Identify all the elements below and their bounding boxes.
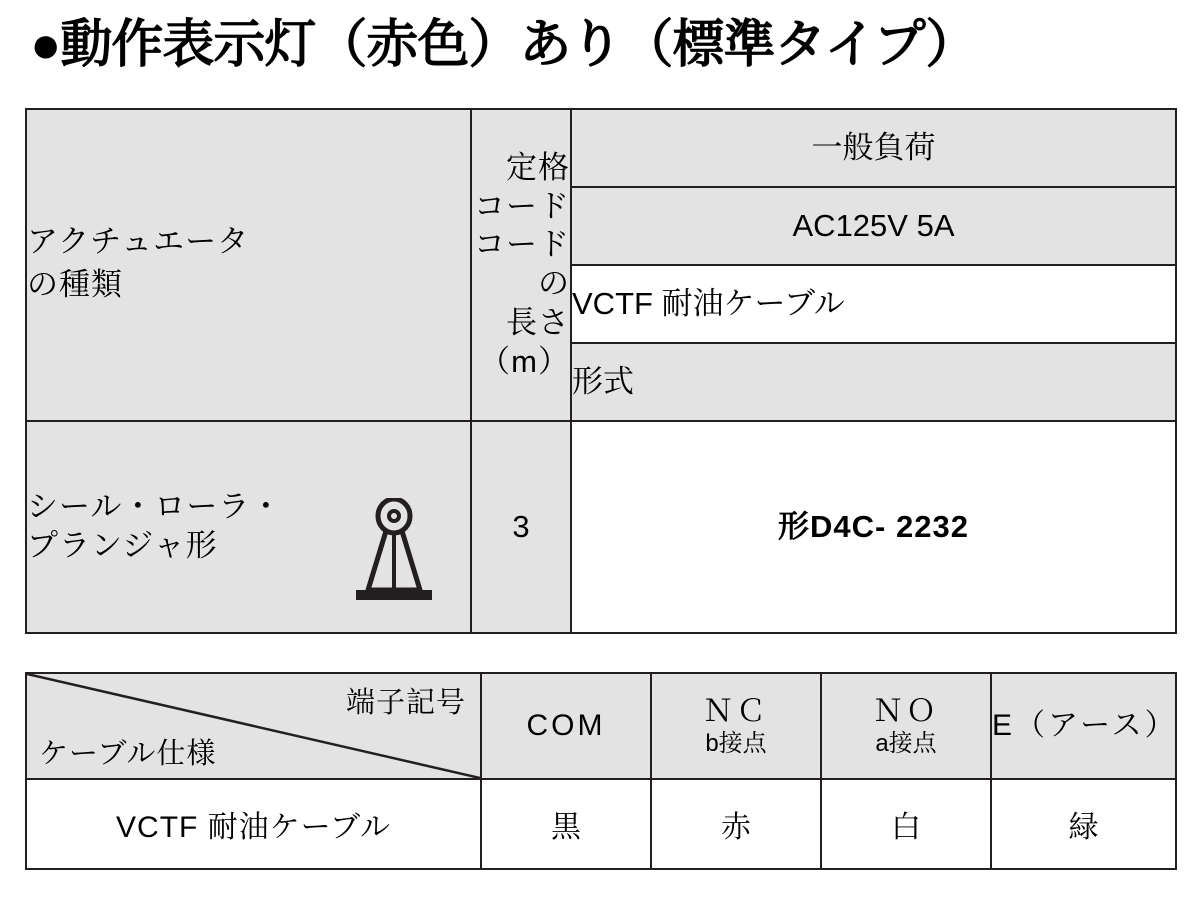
header-cell-terminal-nc (651, 673, 821, 779)
header-rating-line1: 定格 (506, 149, 570, 185)
header-actuator-line1: アクチュエータ (27, 223, 250, 259)
terminal-sub-nc: b接点 (705, 729, 767, 757)
cell-color-nc: 赤 (651, 779, 821, 869)
header-cell-cord-length (471, 109, 571, 421)
cell-cord-length-value: 3 (471, 421, 571, 633)
cell-color-no: 白 (821, 779, 991, 869)
table-row-cable-colors (26, 779, 1176, 869)
header-rating-line2: コード (474, 188, 570, 224)
terminal-sub-no: a接点 (875, 729, 937, 757)
terminal-name-nc: ＮＣ (703, 695, 769, 729)
table-row-general-load (26, 109, 1176, 187)
header-rating-line3: コードの (474, 227, 570, 301)
cell-form-label: 形式 (571, 343, 1176, 421)
cell-color-com: 黒 (481, 779, 651, 869)
header-cell-diagonal-split (26, 673, 481, 779)
cell-voltage-rating: AC125V 5A (571, 187, 1176, 265)
label-terminal-symbol: 端子記号 (345, 687, 466, 719)
header-cell-actuator-and-rating (26, 109, 471, 421)
header-cell-terminal-no (821, 673, 991, 779)
roller-plunger-icon (348, 498, 440, 606)
header-rating-line4: 長さ（m） (479, 304, 570, 379)
cell-cable-type: VCTF 耐油ケーブル (571, 265, 1176, 343)
actuator-type-line1: シール・ローラ・ (27, 489, 283, 525)
terminal-name-no: ＮＯ (873, 695, 939, 729)
cell-general-load: 一般負荷 (571, 109, 1176, 187)
specification-table (25, 108, 1177, 634)
table-row-terminal-headers (26, 673, 1176, 779)
cable-terminal-table (25, 672, 1177, 870)
page-title: ●動作表示灯（赤色）あり（標準タイプ） (30, 16, 977, 74)
cell-model-number: 形D4C- 2232 (571, 421, 1176, 633)
label-cable-specification: ケーブル仕様 (39, 738, 217, 770)
header-actuator-line2: の種類 (27, 267, 123, 302)
actuator-type-line2: プランジャ形 (27, 528, 218, 563)
table-row-model (26, 421, 1176, 633)
header-cell-terminal-earth (991, 673, 1176, 779)
header-cell-terminal-com (481, 673, 651, 779)
cell-cable-name: VCTF 耐油ケーブル (26, 779, 481, 869)
cell-actuator-type (26, 421, 471, 633)
terminal-name-earth: E（アース） (992, 709, 1178, 743)
terminal-name-com: COM (526, 709, 606, 743)
cell-color-earth: 緑 (991, 779, 1176, 869)
